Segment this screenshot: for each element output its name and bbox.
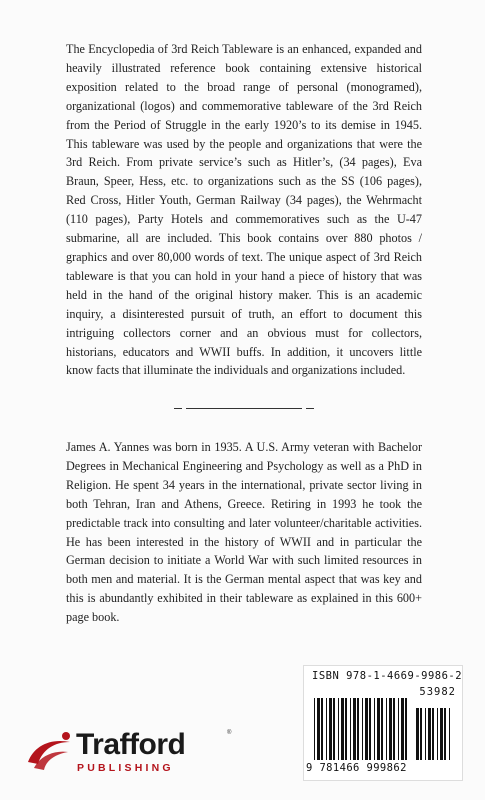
publisher-logo	[24, 724, 244, 780]
addon-barcode	[416, 708, 450, 760]
trademark-symbol: ®	[227, 730, 232, 736]
ean-barcode	[314, 698, 407, 760]
publisher-subline: PUBLISHING	[77, 762, 174, 774]
ean-digits: 9 781466 999862	[306, 762, 407, 774]
barcode-bars	[314, 698, 454, 762]
book-synopsis: The Encyclopedia of 3rd Reich Tableware is an enhanced, expanded and heavily illustrated reference book containing extensive historical exposition related to the broad range of personal (monogramed), organizational (logos) and commemorative tableware of the 3rd Reich from the Period of Struggle in the early 1920’s to its demise in 1945. This tableware was used by the people and organizations that were the 3rd Reich. From private service’s such as Hitler’s, (34 pages), Eva Braun, Speer, Hess, etc. to organizations such as the SS (106 pages), Red Cross, Hitler Youth, German Railway (34 pages), the Wehrmacht (110 pages), Party Hotels and commemoratives such as the U-47 submarine, all are included. This book contains over 880 photos / graphics and over 80,000 words of text. The unique aspect of 3rd Reich tableware is that you can hold in your hand a piece of history that was held in the hand of the original history maker. This is an academic inquiry, a disinterested pursuit of truth, an effort to document this intriguing collectors corner and an obvious must for collectors, historians, educators and WWII buffs. In addition, it uncovers little know facts that illuminate the individuals and organizations included.	[66, 42, 422, 378]
isbn-barcode-block	[303, 665, 463, 781]
author-biography: James A. Yannes was born in 1935. A U.S. Army veteran with Bachelor Degrees in Mechanical Engineering and Psychology as well as a PhD in Religion. He spent 34 years in the international, private sector living in both Tehran, Iran and Athens, Greece. Retiring in 1993 he took the predictable track into consulting and later volunteer/charitable activities. He has been interested in the history of WWII and in particular the German decision to initiate a World War with such limited resources in both men and material. It is the German mental aspect that was key and this is abundantly exhibited in their tableware as explained in this 600+ page book.	[66, 440, 422, 625]
section-divider	[186, 408, 302, 409]
price-addon-code: 53982	[419, 686, 456, 698]
isbn-label: ISBN 978-1-4669-9986-2	[312, 670, 463, 682]
trafford-swoosh-icon	[24, 724, 76, 776]
publisher-name: Trafford	[76, 728, 186, 761]
